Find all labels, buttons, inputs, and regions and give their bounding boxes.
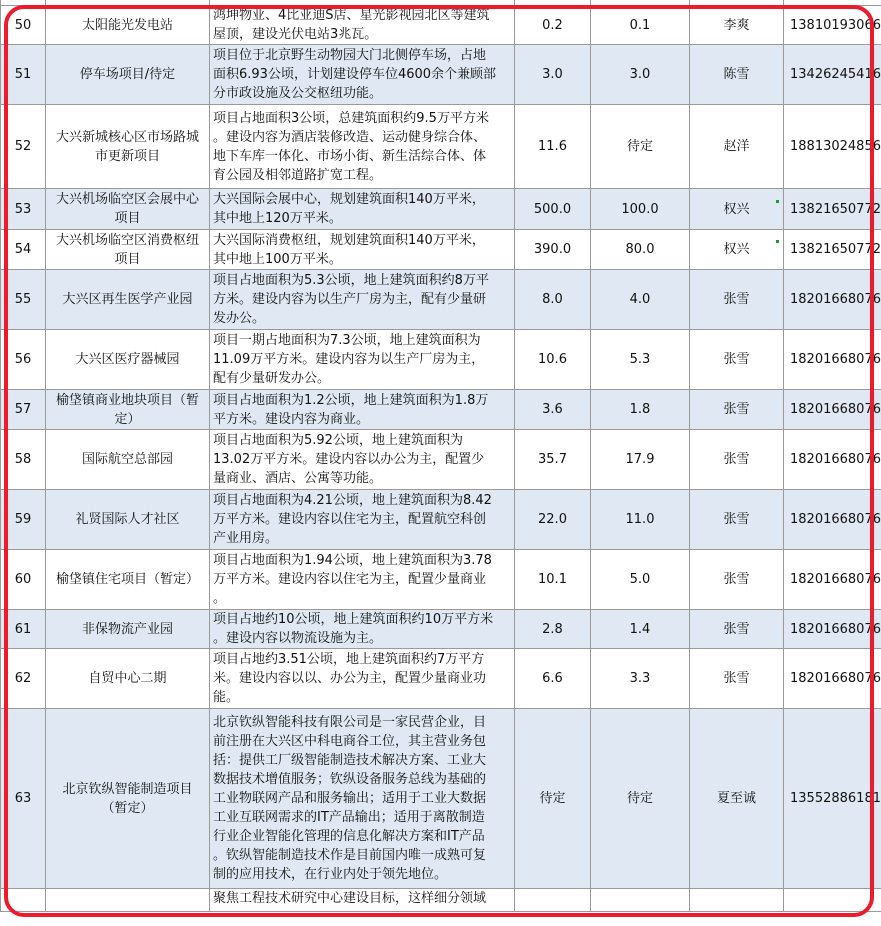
project-name-cell[interactable] xyxy=(46,490,210,550)
cell-text-line: 北京钦纵智能科技有限公司是一家民营企业，目 xyxy=(213,715,487,730)
total-investment-cell[interactable] xyxy=(515,709,591,889)
project-description-cell[interactable] xyxy=(210,189,515,230)
total-investment-cell[interactable] xyxy=(515,230,591,270)
cell-text-line: 大兴机场临空区会展中心 xyxy=(55,192,199,207)
row-number-cell[interactable] xyxy=(1,6,46,45)
cell-text: 10.1 xyxy=(538,572,567,587)
cell-text-line: 分市政设施及公交枢纽功能。 xyxy=(213,86,383,101)
cell-text-line: 市更新项目 xyxy=(94,148,160,164)
cell-text: 张雪 xyxy=(723,512,750,527)
table-row-partial-bottom xyxy=(1,889,881,912)
project-description-cell[interactable] xyxy=(210,330,515,390)
cell-text: 18201668076 xyxy=(790,572,881,587)
cell-text: 11.0 xyxy=(625,512,655,527)
project-description-cell[interactable] xyxy=(210,105,515,189)
table-row xyxy=(1,189,881,230)
annual-investment-cell[interactable] xyxy=(591,330,690,390)
cell-text-line: 停车场项目/待定 xyxy=(79,67,176,82)
table-cell[interactable] xyxy=(46,889,210,912)
contact-phone-cell[interactable] xyxy=(784,45,881,105)
contact-phone-cell[interactable] xyxy=(784,230,881,270)
cell-text: 35.7 xyxy=(538,452,567,467)
cell-text-line: 方米。建设内容为以生产厂房为主，配有少量研 xyxy=(213,292,487,307)
total-investment-cell[interactable] xyxy=(515,105,591,189)
project-description-cell[interactable] xyxy=(210,610,515,649)
project-name-cell[interactable] xyxy=(46,270,210,330)
cell-text: 权兴 xyxy=(723,201,750,217)
row-number-cell[interactable] xyxy=(1,390,46,430)
cell-text: 54 xyxy=(14,242,32,257)
project-name-cell[interactable] xyxy=(46,610,210,649)
cell-text: 5.0 xyxy=(629,572,651,587)
cell-marker xyxy=(776,240,779,243)
total-investment-cell[interactable] xyxy=(515,550,591,610)
annual-investment-cell[interactable] xyxy=(591,610,690,649)
cell-text: 63 xyxy=(14,791,32,806)
cell-text-line: 工业互联网需求的IT产品输出；适用于离散制造 xyxy=(213,810,485,825)
project-description-cell[interactable] xyxy=(210,270,515,330)
cell-text-line: 产业用房。 xyxy=(213,531,279,546)
cell-text: 53 xyxy=(14,201,32,217)
cell-text: 13810193066 xyxy=(790,17,881,33)
cell-text-line: 北京钦纵智能制造项目 xyxy=(62,781,193,797)
cell-text-line: 前注册在大兴区中科电商谷工位，其主营业务包 xyxy=(213,734,487,749)
cell-text: 3.0 xyxy=(629,67,651,82)
cell-text-line: 大兴区再生医学产业园 xyxy=(62,292,193,307)
cell-text: 18201668076 xyxy=(790,671,881,686)
cell-text: 张雪 xyxy=(723,402,750,417)
contact-phone-cell[interactable] xyxy=(784,390,881,430)
project-description-cell[interactable] xyxy=(210,6,515,45)
cell-text-line: 非保物流产业园 xyxy=(81,621,173,637)
cell-text: 1.8 xyxy=(629,402,651,417)
cell-text: 待定 xyxy=(539,791,566,806)
annual-investment-cell[interactable] xyxy=(591,430,690,490)
total-investment-cell[interactable] xyxy=(515,330,591,390)
cell-text: 0.1 xyxy=(629,17,651,33)
cell-text-line: 大兴区医疗器械园 xyxy=(75,352,180,367)
contact-person-cell[interactable] xyxy=(690,45,784,105)
project-name-cell[interactable] xyxy=(46,550,210,610)
table-row xyxy=(1,490,881,550)
cell-text-line: 米。建设内容以以、办公为主，配置少量商业功 xyxy=(213,671,487,686)
table-cell[interactable] xyxy=(591,889,690,912)
table-row xyxy=(1,330,881,390)
project-description-cell[interactable] xyxy=(210,230,515,270)
row-number-cell[interactable] xyxy=(1,550,46,610)
table-row xyxy=(1,6,881,45)
total-investment-cell[interactable] xyxy=(515,45,591,105)
total-investment-cell[interactable] xyxy=(515,490,591,550)
table-row xyxy=(1,610,881,649)
row-number-cell[interactable] xyxy=(1,430,46,490)
cell-text-line: 地下车库一体化、市场小街、新生活综合体、体 xyxy=(213,148,487,164)
cell-text-line: 11.09万平方米。建设内容为以生产厂房为主， xyxy=(213,352,485,367)
cell-text-line: 工业物联网产品和服务输出；适用于工业大数据 xyxy=(213,791,487,806)
cell-text: 51 xyxy=(14,67,32,82)
contact-phone-cell[interactable] xyxy=(784,330,881,390)
project-name-cell[interactable] xyxy=(46,390,210,430)
cell-text-line: 礼贤国际人才社区 xyxy=(75,512,180,527)
cell-text: 18201668076 xyxy=(790,621,881,637)
annual-investment-cell[interactable] xyxy=(591,550,690,610)
cell-text-line: 面积6.93公顷，计划建设停车位4600余个兼顾部 xyxy=(213,67,497,82)
cell-text: 聚焦工程技术研究中心建设目标，这样细分领域 xyxy=(213,891,487,906)
project-name-cell[interactable] xyxy=(46,6,210,45)
cell-text: 李爽 xyxy=(723,17,750,33)
cell-text: 1.4 xyxy=(629,621,651,637)
cell-text: 18813024856 xyxy=(790,139,881,154)
cell-text-line: 鸿坤物业、4比亚迪S店、星光影视园北区等建筑 xyxy=(213,8,490,23)
cell-text: 0.2 xyxy=(542,17,563,33)
cell-text: 57 xyxy=(14,402,32,417)
table-cell[interactable] xyxy=(1,889,46,912)
cell-text-line: 屋顶，建设光伏电站3兆瓦。 xyxy=(213,27,378,42)
annual-investment-cell[interactable] xyxy=(591,390,690,430)
cell-text: 8.0 xyxy=(542,292,563,307)
cell-text-line: 育公园及相邻道路扩宽工程。 xyxy=(213,167,383,183)
table-row xyxy=(1,390,881,430)
cell-text-line: 其中地上120万平米。 xyxy=(213,211,342,226)
table-row xyxy=(1,709,881,889)
cell-text: 3.0 xyxy=(542,67,563,82)
cell-text: 张雪 xyxy=(723,352,750,367)
table-cell[interactable] xyxy=(210,889,515,912)
cell-text-line: 项目占地约10公顷，地上建筑面积约10万平方米 xyxy=(213,612,494,627)
contact-phone-cell[interactable] xyxy=(784,189,881,230)
cell-text-line: 榆垡镇商业地块项目（暂 xyxy=(55,392,199,408)
cell-text: 13552886181 xyxy=(790,791,881,806)
row-number-cell[interactable] xyxy=(1,45,46,105)
cell-text: 500.0 xyxy=(533,201,572,217)
cell-text-line: 13.02万平方米。建设内容以办公为主，配置少 xyxy=(213,452,485,467)
cell-text: 6.6 xyxy=(542,671,563,686)
table-cell[interactable] xyxy=(515,889,591,912)
contact-person-cell[interactable] xyxy=(690,390,784,430)
total-investment-cell[interactable] xyxy=(515,189,591,230)
contact-phone-cell[interactable] xyxy=(784,6,881,45)
row-number-cell[interactable] xyxy=(1,610,46,649)
cell-text-line: 制的应用技术，在行业内处于领先地位。 xyxy=(213,867,448,882)
project-name-cell[interactable] xyxy=(46,45,210,105)
total-investment-cell[interactable] xyxy=(515,390,591,430)
cell-text-line: 项目位于北京野生动物园大门北侧停车场，占地 xyxy=(213,48,487,63)
annual-investment-cell[interactable] xyxy=(591,6,690,45)
cell-text-line: 项目占地约3.51公顷，地上建筑面积约7万平方 xyxy=(213,652,485,667)
project-name-cell[interactable] xyxy=(46,330,210,390)
row-number-cell[interactable] xyxy=(1,649,46,709)
cell-marker xyxy=(776,200,779,203)
table-row xyxy=(1,649,881,709)
cell-text: 陈雪 xyxy=(723,67,750,82)
cell-text-line: 。建设内容为酒店装修改造、运动健身综合体、 xyxy=(213,129,487,145)
cell-text-line: 项目 xyxy=(114,211,141,226)
annual-investment-cell[interactable] xyxy=(591,189,690,230)
cell-text: 55 xyxy=(14,292,32,307)
cell-text: 夏至诚 xyxy=(716,791,756,806)
cell-text: 3.6 xyxy=(542,402,563,417)
total-investment-cell[interactable] xyxy=(515,610,591,649)
cell-text: 100.0 xyxy=(621,201,659,217)
cell-text-line: 项目一期占地面积为7.3公顷，地上建筑面积为 xyxy=(213,333,481,348)
cell-text: 13821650772 xyxy=(790,201,881,217)
cell-text: 22.0 xyxy=(538,512,567,527)
cell-text: 张雪 xyxy=(723,572,750,587)
annual-investment-cell[interactable] xyxy=(591,45,690,105)
cell-text-line: 项目占地面积为1.2公顷，地上建筑面积为1.8万 xyxy=(213,392,489,408)
total-investment-cell[interactable] xyxy=(515,649,591,709)
project-name-cell[interactable] xyxy=(46,230,210,270)
cell-text: 权兴 xyxy=(723,242,750,257)
contact-person-cell[interactable] xyxy=(690,6,784,45)
cell-text-line: 。钦纵智能制造技术作是目前国内唯一成熟可复 xyxy=(213,848,487,863)
project-name-cell[interactable] xyxy=(46,105,210,189)
contact-person-cell[interactable] xyxy=(690,230,784,270)
cell-text-line: 大兴新城核心区市场路城 xyxy=(55,129,199,145)
annual-investment-cell[interactable] xyxy=(591,709,690,889)
cell-text: 80.0 xyxy=(625,242,655,257)
cell-text: 待定 xyxy=(626,139,653,154)
row-number-cell[interactable] xyxy=(1,490,46,550)
table-row xyxy=(1,270,881,330)
cell-text-line: 自贸中心二期 xyxy=(88,671,167,686)
cell-text: 18201668076 xyxy=(790,512,881,527)
contact-person-cell[interactable] xyxy=(690,490,784,550)
row-number-cell[interactable] xyxy=(1,709,46,889)
cell-text-line: 大兴机场临空区消费枢纽 xyxy=(55,232,199,248)
project-name-cell[interactable] xyxy=(46,709,210,889)
annual-investment-cell[interactable] xyxy=(591,649,690,709)
cell-text: 2.8 xyxy=(542,621,563,637)
cell-text-line: 配有少量研发办公。 xyxy=(213,371,331,386)
cell-text: 50 xyxy=(14,17,32,33)
cell-text-line: 大兴国际消费枢纽，规划建筑面积140万平米， xyxy=(213,232,485,248)
project-description-cell[interactable] xyxy=(210,709,515,889)
contact-phone-cell[interactable] xyxy=(784,649,881,709)
contact-person-cell[interactable] xyxy=(690,189,784,230)
cell-text-line: 项目 xyxy=(114,251,141,267)
contact-person-cell[interactable] xyxy=(690,550,784,610)
cell-text: 13426245416 xyxy=(790,67,881,82)
table-cell[interactable] xyxy=(690,889,784,912)
cell-text-line: 发办公。 xyxy=(213,311,266,326)
cell-text-line: 。建设内容以物流设施为主。 xyxy=(213,631,383,646)
project-name-cell[interactable] xyxy=(46,189,210,230)
table-row xyxy=(1,105,881,189)
contact-person-cell[interactable] xyxy=(690,105,784,189)
cell-text: 18201668076 xyxy=(790,292,881,307)
contact-person-cell[interactable] xyxy=(690,709,784,889)
contact-phone-cell[interactable] xyxy=(784,105,881,189)
cell-text: 11.6 xyxy=(538,139,567,154)
cell-text-line: 数据技术增值服务；钦纵设备服务总线为基础的 xyxy=(213,772,487,787)
annual-investment-cell[interactable] xyxy=(591,230,690,270)
project-description-cell[interactable] xyxy=(210,45,515,105)
contact-phone-cell[interactable] xyxy=(784,709,881,889)
cell-text: 张雪 xyxy=(723,671,750,686)
cell-text: 10.6 xyxy=(538,352,567,367)
cell-text: 待定 xyxy=(626,791,653,806)
cell-text: 张雪 xyxy=(723,452,750,467)
project-description-cell[interactable] xyxy=(210,490,515,550)
table-row xyxy=(1,45,881,105)
project-description-cell[interactable] xyxy=(210,390,515,430)
project-name-cell[interactable] xyxy=(46,430,210,490)
cell-text: 18201668076 xyxy=(790,352,881,367)
cell-text-line: 项目占地面积3公顷，总建筑面积约9.5万平方米 xyxy=(213,110,489,126)
annual-investment-cell[interactable] xyxy=(591,105,690,189)
table-row xyxy=(1,550,881,610)
cell-text-line: 定） xyxy=(114,411,141,427)
cell-text-line: 大兴国际会展中心，规划建筑面积140万平米， xyxy=(213,192,485,207)
contact-phone-cell[interactable] xyxy=(784,490,881,550)
cell-text: 张雪 xyxy=(723,292,750,307)
total-investment-cell[interactable] xyxy=(515,6,591,45)
cell-text-line: 。 xyxy=(213,591,227,606)
cell-text: 62 xyxy=(14,671,32,686)
cell-text-line: 项目占地面积为5.3公顷，地上建筑面积约8万平 xyxy=(213,273,489,288)
row-number-cell[interactable] xyxy=(1,105,46,189)
project-description-cell[interactable] xyxy=(210,550,515,610)
contact-phone-cell[interactable] xyxy=(784,270,881,330)
cell-text: 52 xyxy=(14,139,32,154)
cell-text: 18201668076 xyxy=(790,452,881,467)
project-name-cell[interactable] xyxy=(46,649,210,709)
cell-text: 4.0 xyxy=(629,292,651,307)
contact-phone-cell[interactable] xyxy=(784,550,881,610)
cell-text-line: 国际航空总部园 xyxy=(81,452,173,467)
cell-text-line: 万平方米。建设内容以住宅为主，配置航空科创 xyxy=(213,512,487,527)
contact-person-cell[interactable] xyxy=(690,610,784,649)
cell-text: 13821650772 xyxy=(790,242,881,257)
cell-text: 58 xyxy=(14,452,32,467)
row-number-cell[interactable] xyxy=(1,189,46,230)
cell-text-line: 太阳能光发电站 xyxy=(81,17,173,33)
contact-person-cell[interactable] xyxy=(690,649,784,709)
cell-text-line: 能。 xyxy=(213,690,240,705)
cell-text-line: 榆垡镇住宅项目（暂定） xyxy=(55,572,199,587)
table-row xyxy=(1,430,881,490)
cell-text-line: 括：提供工厂级智能制造技术解决方案、工业大 xyxy=(213,753,487,768)
total-investment-cell[interactable] xyxy=(515,270,591,330)
cell-text-line: 项目占地面积为4.21公顷，地上建筑面积为8.42 xyxy=(213,493,492,508)
cell-text: 17.9 xyxy=(625,452,655,467)
cell-text: 赵洋 xyxy=(723,139,750,154)
table-row xyxy=(1,230,881,270)
cell-text-line: 平方米。建设内容为商业。 xyxy=(213,411,370,427)
project-description-cell[interactable] xyxy=(210,649,515,709)
contact-phone-cell[interactable] xyxy=(784,430,881,490)
contact-person-cell[interactable] xyxy=(690,270,784,330)
cell-text: 18201668076 xyxy=(790,402,881,417)
annual-investment-cell[interactable] xyxy=(591,490,690,550)
cell-text: 59 xyxy=(14,512,32,527)
cell-text-line: 行业企业智能化管理的信息化解决方案和IT产品 xyxy=(213,829,485,844)
cell-text-line: 万平方米。建设内容以住宅为主，配置少量商业 xyxy=(213,572,487,587)
cell-text: 3.3 xyxy=(629,671,651,686)
cell-text-line: 量商业、酒店、公寓等功能。 xyxy=(213,471,383,486)
contact-person-cell[interactable] xyxy=(690,330,784,390)
project-description-cell[interactable] xyxy=(210,430,515,490)
cell-text: 张雪 xyxy=(723,621,750,637)
table-cell[interactable] xyxy=(784,889,881,912)
cell-text-line: 其中地上100万平米。 xyxy=(213,251,342,267)
cell-text: 60 xyxy=(14,572,32,587)
cell-text: 61 xyxy=(14,621,32,637)
contact-person-cell[interactable] xyxy=(690,430,784,490)
cell-text: 5.3 xyxy=(629,352,651,367)
contact-phone-cell[interactable] xyxy=(784,610,881,649)
cell-text: 56 xyxy=(14,352,32,367)
cell-text-line: 项目占地面积为1.94公顷，地上建筑面积为3.78 xyxy=(213,553,492,568)
annual-investment-cell[interactable] xyxy=(591,270,690,330)
cell-text-line: （暂定） xyxy=(101,800,154,816)
cell-text-line: 项目占地面积为5.92公顷，地上建筑面积为 xyxy=(213,433,463,448)
total-investment-cell[interactable] xyxy=(515,430,591,490)
row-number-cell[interactable] xyxy=(1,230,46,270)
cell-text: 390.0 xyxy=(533,242,572,257)
row-number-cell[interactable] xyxy=(1,330,46,390)
row-number-cell[interactable] xyxy=(1,270,46,330)
